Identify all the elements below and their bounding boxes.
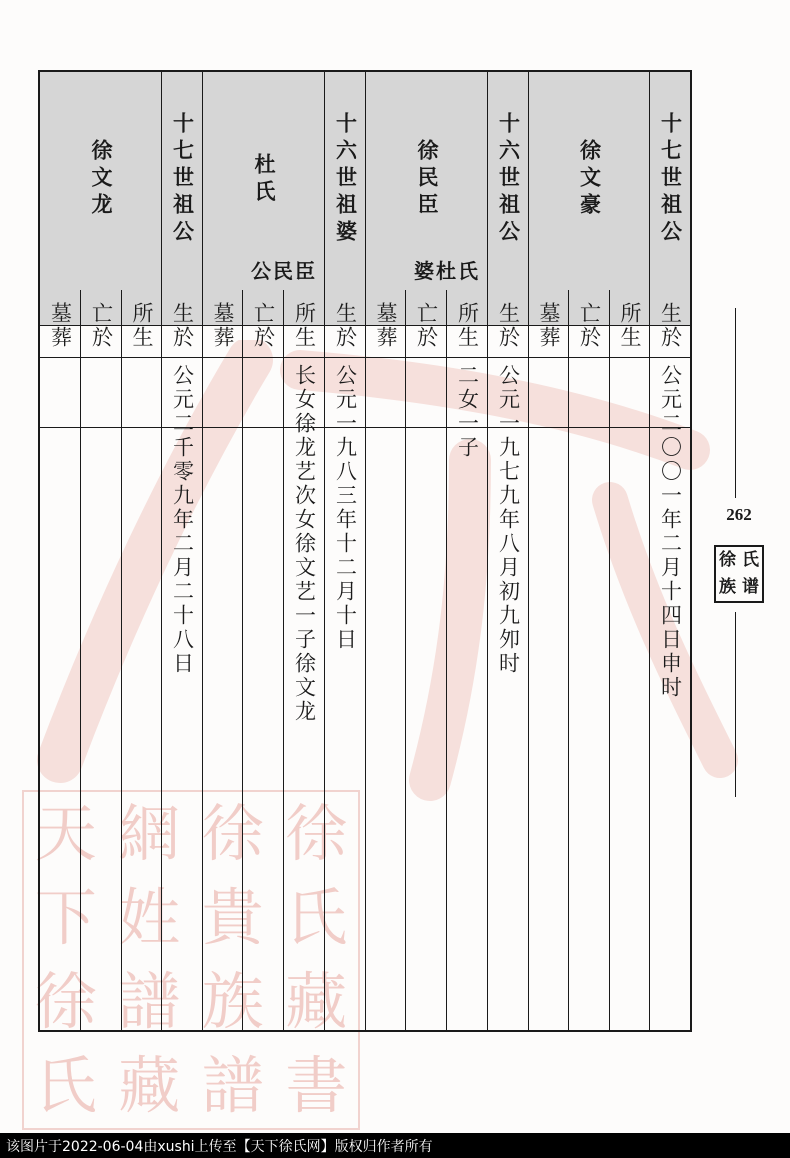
- seal-char: 網: [118, 797, 181, 870]
- person-name: 杜氏: [252, 152, 276, 207]
- generation-title: 十六世祖婆: [333, 112, 358, 247]
- seal-char: 氏: [285, 881, 348, 954]
- children-value: 二女一子: [455, 364, 480, 460]
- page-number: 262: [726, 505, 752, 524]
- born-label: 生於: [333, 302, 358, 350]
- logo-char: 族: [719, 577, 736, 597]
- seal-char: 下: [34, 881, 97, 954]
- buried-value: [203, 364, 242, 1024]
- buried-value: [40, 364, 80, 1024]
- seal-char: 氏: [34, 1049, 97, 1122]
- seal-char: 藏: [118, 1049, 181, 1122]
- seal-char: 貴: [201, 881, 264, 954]
- spouse-label: [40, 253, 202, 285]
- genealogy-table: [38, 70, 692, 1032]
- buried-label: 墓葬: [48, 302, 73, 350]
- logo-char: 谱: [742, 577, 759, 597]
- born-label: 生於: [658, 302, 683, 350]
- spouse-label: [529, 253, 689, 285]
- born-date: 公元一九七九年八月初九夘时: [496, 364, 521, 676]
- xu-clan-logo-icon: [714, 545, 764, 603]
- died-label: 亡於: [251, 302, 276, 350]
- person-name: 徐文豪: [577, 139, 602, 220]
- died-label: 亡於: [89, 302, 114, 350]
- seal-char: 姓: [118, 881, 181, 954]
- children-label: 所生: [130, 302, 154, 350]
- children-value: [610, 364, 649, 1024]
- seal-char: 藏: [285, 965, 348, 1038]
- died-value: [406, 364, 446, 1024]
- generation-title: 十六世祖公: [496, 112, 521, 247]
- seal-char: 族: [201, 965, 264, 1038]
- died-label: 亡於: [414, 302, 439, 350]
- seal-char: 徐: [285, 797, 348, 870]
- born-label: 生於: [496, 302, 521, 350]
- born-label: 生於: [170, 302, 195, 350]
- generation-title: 十七世祖公: [658, 112, 683, 247]
- person-name: 徐民臣: [415, 139, 439, 220]
- spouse-label: 婆杜氏: [414, 258, 480, 283]
- buried-label: 墓葬: [211, 302, 235, 350]
- margin-rule: [735, 308, 736, 498]
- margin-rule: [735, 612, 736, 797]
- logo-char: 徐: [719, 550, 736, 570]
- children-label: 所生: [292, 302, 317, 350]
- died-value: [81, 364, 121, 1024]
- upload-footer: 该图片于2022-06-04由xushi上传至【天下徐氏网】版权归作者所有: [0, 1133, 790, 1158]
- buried-value: [366, 364, 405, 1024]
- died-value: [569, 364, 609, 1024]
- seal-char: 徐: [201, 797, 264, 870]
- spouse-label: 公民臣: [251, 258, 317, 283]
- died-value: [243, 364, 283, 1024]
- born-date: 公元二〇〇一年二月十四日申时: [658, 364, 683, 700]
- person-name: 徐文龙: [89, 139, 113, 220]
- buried-value: [529, 364, 568, 1024]
- generation-title: 十七世祖公: [170, 112, 195, 247]
- seal-char: 天: [34, 797, 97, 870]
- died-label: 亡於: [577, 302, 602, 350]
- children-value: 长女徐龙艺次女徐文艺一子徐文龙: [292, 364, 317, 724]
- logo-char: 氏: [742, 550, 759, 570]
- seal-char: 譜: [118, 965, 181, 1038]
- buried-label: 墓葬: [537, 302, 561, 350]
- born-date: 公元二千零九年二月二十八日: [170, 364, 195, 676]
- children-label: 所生: [618, 302, 642, 350]
- seal-char: 書: [285, 1049, 348, 1122]
- seal-char: 譜: [201, 1049, 264, 1122]
- buried-label: 墓葬: [374, 302, 398, 350]
- children-label: 所生: [455, 302, 480, 350]
- seal-char: 徐: [34, 965, 97, 1038]
- born-date: 公元一九八三年十二月十日: [333, 364, 358, 652]
- children-value: [122, 364, 161, 1024]
